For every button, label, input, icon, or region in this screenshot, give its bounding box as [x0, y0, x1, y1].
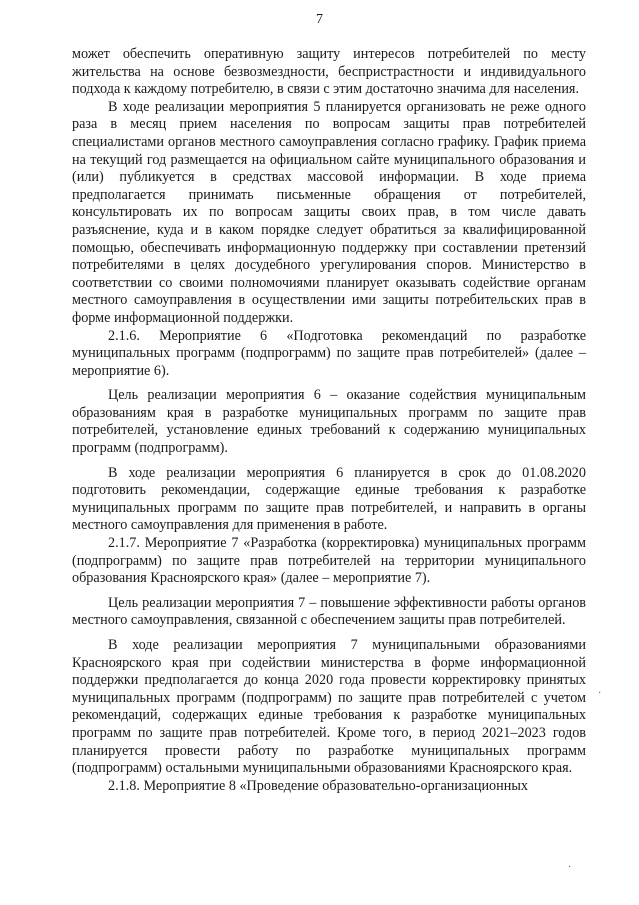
paragraph-event-7-goal: Цель реализации мероприятия 7 – повышение эффективности работы органов местного самоуправления, связанной с обеспечением защиты прав потребителей. [72, 594, 586, 629]
paragraph-continuation: может обеспечить оперативную защиту интересов потребителей по месту жительства на основе безвозмездности, беспристрастности и индивидуального подхода к каждому потребителю, в связи с этим достаточно значима для населения. [72, 46, 586, 98]
paragraph-event-5-reception: В ходе реализации мероприятия 5 планируется организовать не реже одного раза в месяц прием населения по вопросам защиты прав потребителей специалистами органов местного самоуправления согласно графику. График приема на текущий год размещается на официальном сайте муниципального образования и (или) публикуется в средствах массовой информации. В ходе приема предполагается принимать письменные обращения от потребителей, консультировать их по вопросам защиты своих прав, в том числе давать разъяснение, куда и в каком порядке следует обратиться за квалифицированной помощью, обеспечивать информационную поддержку при составлении претензий потребителями в целях досудебного урегулирования споров. Министерство в соответствии со своими полномочиями планирует оказывать содействие органам местного самоуправления в осуществлении ими защиты потребительских прав в форме информационной поддержки. [72, 98, 586, 326]
document-body [72, 46, 586, 795]
page-number: 7 [316, 12, 323, 27]
scan-speck: · [568, 862, 572, 873]
scan-speck: · [598, 688, 602, 699]
paragraph-section-2-1-6: 2.1.6. Мероприятие 6 «Подготовка рекомендаций по разработке муниципальных программ (подпрограмм) по защите прав потребителей» (далее – мероприятие 6). [72, 327, 586, 379]
paragraph-event-6-goal: Цель реализации мероприятия 6 – оказание содействия муниципальным образованиям края в разработке муниципальных программ по защите прав потребителей, установление единых требований к содержанию муниципальных программ (подпрограмм). [72, 387, 586, 457]
paragraph-section-2-1-8: 2.1.8. Мероприятие 8 «Проведение образовательно-организационных [108, 777, 528, 794]
paragraph-event-6-implementation: В ходе реализации мероприятия 6 планируется в срок до 01.08.2020 подготовить рекомендации, содержащие единые требования к разработке муниципальных программ по защите прав потребителей, и направить в органы местного самоуправления для применения в работе. [72, 464, 586, 534]
paragraph-section-2-1-7: 2.1.7. Мероприятие 7 «Разработка (корректировка) муниципальных программ (подпрограмм) по защите прав потребителей на территории муниципального образования Красноярского края» (далее – мероприятие 7). [72, 535, 586, 587]
paragraph-event-7-implementation: В ходе реализации мероприятия 7 муниципальными образованиями Красноярского края при содействии министерства в форме информационной поддержки предполагается до конца 2020 года провести корректировку принятых муниципальных программ (подпрограмм) по защите прав потребителей с учетом рекомендаций, содержащих единые требования к разработке муниципальных программ по защите прав потребителей. Кроме того, в период 2021–2023 годов планируется провести работу по разработке муниципальных программ (подпрограмм) остальными муниципальными образованиями Красноярского края. [72, 637, 586, 777]
